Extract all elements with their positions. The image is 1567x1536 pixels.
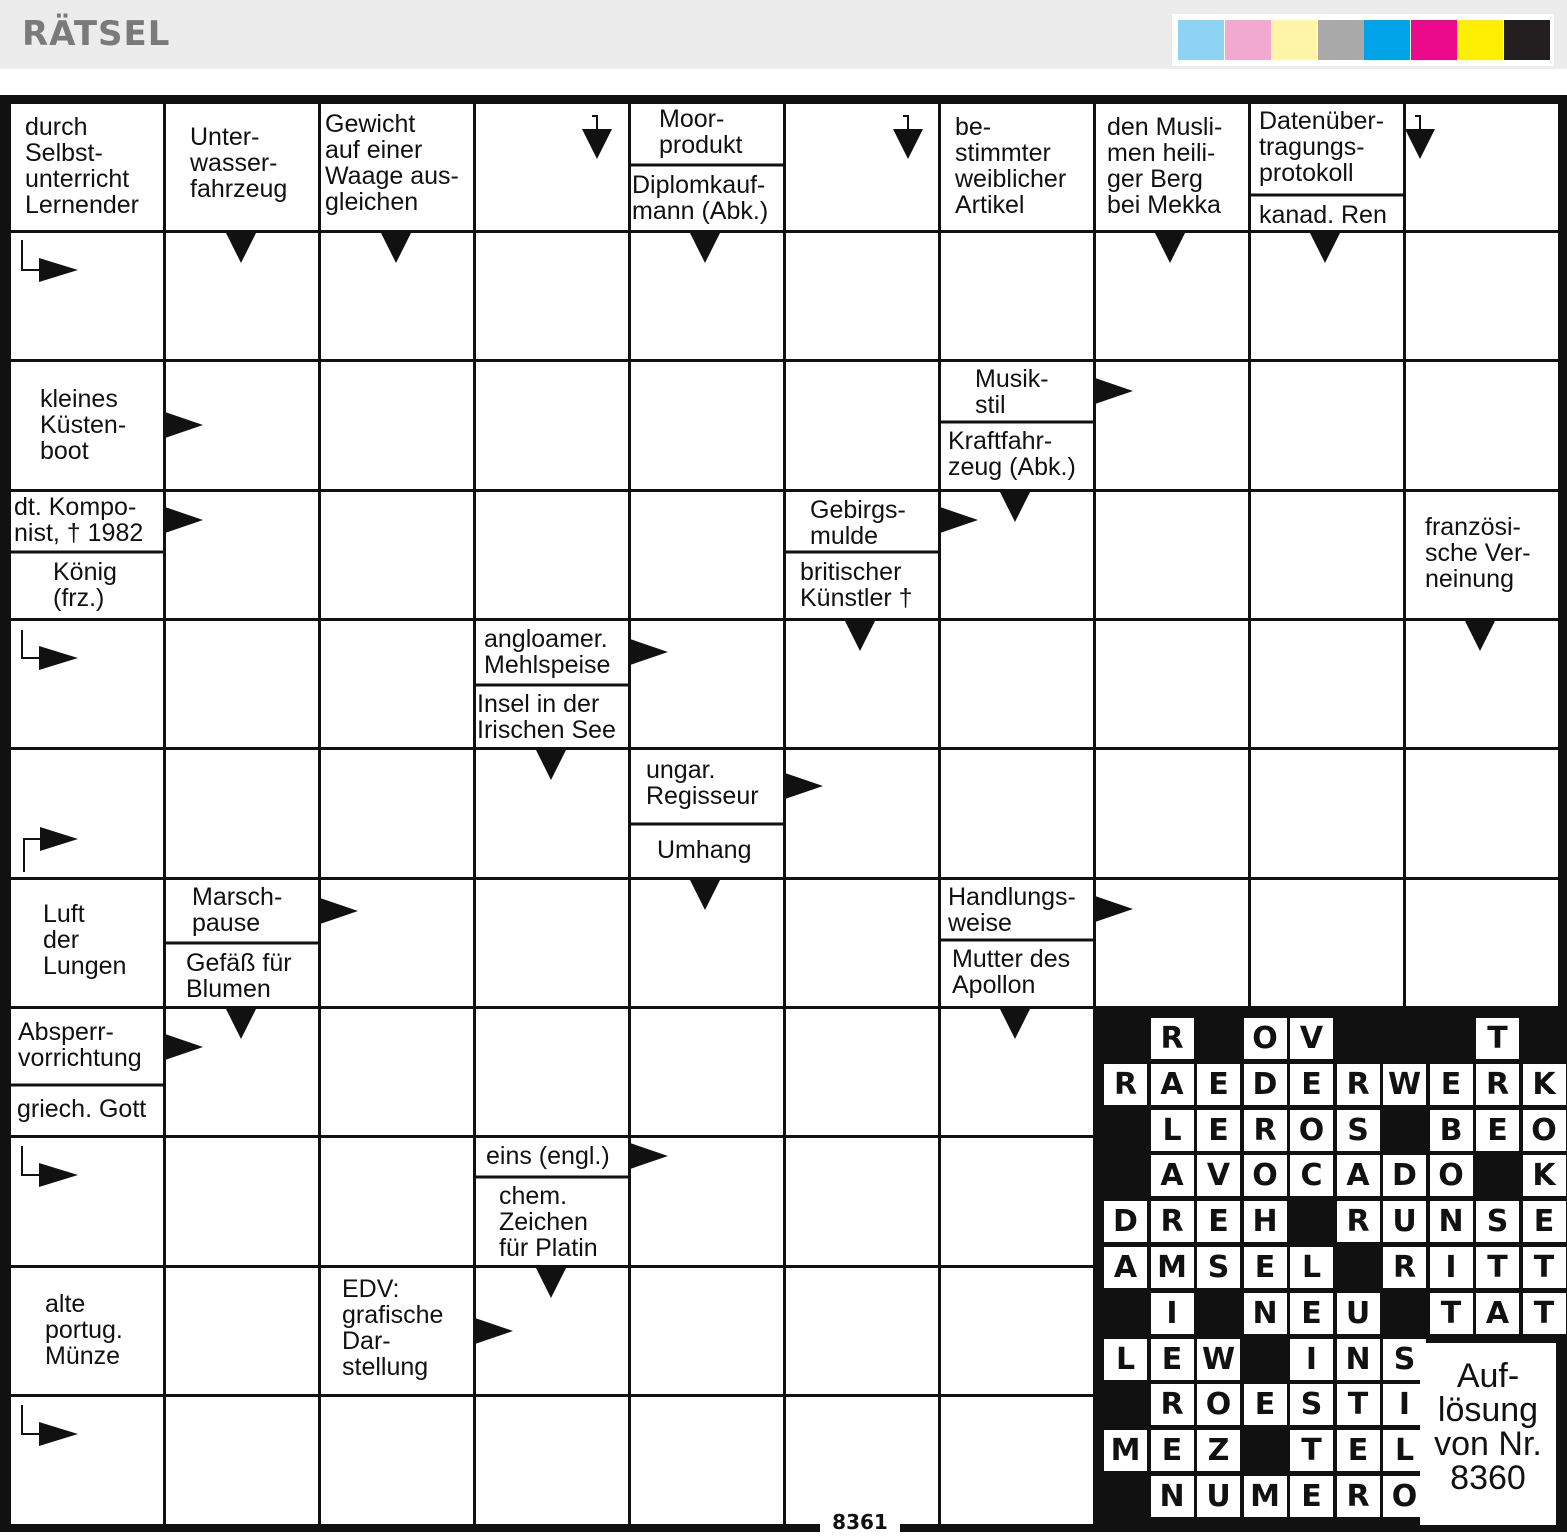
grid-cell[interactable]: [786, 621, 938, 747]
grid-cell[interactable]: [11, 1138, 163, 1265]
grid-cell[interactable]: [166, 1138, 318, 1265]
solution-letter: E: [1197, 1064, 1240, 1105]
clue-text: Datenüber- tragungs- protokoll: [1259, 107, 1385, 187]
grid-cell[interactable]: [476, 1009, 628, 1135]
grid-cell[interactable]: [321, 621, 473, 747]
solution-letter: R: [1151, 1201, 1194, 1242]
solution-letter: R: [1337, 1476, 1380, 1517]
grid-cell[interactable]: [321, 1009, 473, 1135]
grid-cell[interactable]: [11, 621, 163, 747]
page-title: RÄTSEL: [22, 14, 171, 54]
clue-text: chem. Zeichen für Platin: [499, 1182, 598, 1262]
clue-text: den Musli- men heili- ger Berg bei Mekka: [1107, 113, 1223, 219]
grid-cell[interactable]: [1406, 880, 1558, 1006]
solution-letter: E: [1244, 1247, 1287, 1288]
solution-letter: I: [1430, 1247, 1473, 1288]
color-swatch: [1271, 20, 1317, 60]
grid-cell[interactable]: [1096, 750, 1248, 877]
grid-cell[interactable]: [786, 1009, 938, 1135]
solution-letter: E: [1430, 1064, 1473, 1105]
clue-text: Gefäß für Blumen: [186, 949, 292, 1003]
grid-cell[interactable]: [11, 750, 163, 877]
clue-text: ungar. Regisseur: [646, 756, 759, 810]
solution-letter: R: [1476, 1064, 1519, 1105]
solution-letter: A: [1476, 1293, 1519, 1334]
clue-text: französi- sche Ver- neinung: [1425, 513, 1531, 593]
grid-cell[interactable]: [476, 104, 628, 230]
grid-cell[interactable]: [321, 750, 473, 877]
grid-cell[interactable]: [11, 1397, 163, 1524]
solution-letter: O: [1197, 1384, 1240, 1425]
grid-cell[interactable]: [1096, 880, 1248, 1006]
solution-letter: E: [1476, 1110, 1519, 1151]
grid-cell[interactable]: [166, 233, 318, 359]
grid-cell[interactable]: [631, 1009, 783, 1135]
clue-text: kanad. Ren: [1259, 201, 1387, 229]
solution-letter: E: [1244, 1384, 1287, 1425]
grid-cell[interactable]: [941, 1268, 1093, 1394]
solution-letter: N: [1151, 1476, 1194, 1517]
grid-cell[interactable]: [786, 750, 938, 877]
solution-letter: E: [1151, 1430, 1194, 1471]
grid-cell[interactable]: [631, 1268, 783, 1394]
clue-text: Unter- wasser- fahrzeug: [190, 123, 288, 203]
grid-cell[interactable]: [476, 1268, 628, 1394]
solution-letter: S: [1197, 1247, 1240, 1288]
solution-letter: U: [1197, 1476, 1240, 1517]
clue-text: Moor- produkt: [659, 105, 743, 159]
solution-letter: U: [1337, 1293, 1380, 1334]
solution-letter: R: [1104, 1064, 1147, 1105]
color-swatch: [1411, 20, 1457, 60]
solution-letter: I: [1290, 1339, 1333, 1380]
solution-letter: K: [1523, 1155, 1566, 1196]
solution-letter: E: [1523, 1201, 1566, 1242]
grid-cell[interactable]: [1406, 750, 1558, 877]
clue-text: Insel in der Irischen See: [477, 690, 616, 744]
clue-text: König (frz.): [53, 558, 117, 612]
solution-letter: H: [1244, 1201, 1287, 1242]
grid-cell[interactable]: [476, 1397, 628, 1524]
grid-cell[interactable]: [1251, 750, 1403, 877]
grid-cell[interactable]: [1096, 233, 1248, 359]
grid-cell[interactable]: [1096, 362, 1248, 489]
grid-cell[interactable]: [941, 1397, 1093, 1524]
solution-letter: K: [1523, 1064, 1566, 1105]
solution-letter: C: [1290, 1155, 1333, 1196]
solution-letter: A: [1104, 1247, 1147, 1288]
solution-letter: V: [1290, 1018, 1333, 1059]
clue-text: Mutter des Apollon: [952, 945, 1071, 999]
grid-cell[interactable]: [1096, 492, 1248, 618]
grid-cell[interactable]: [1406, 621, 1558, 747]
solution-letter: O: [1523, 1110, 1566, 1151]
solution-letter: E: [1290, 1064, 1333, 1105]
color-swatch: [1364, 20, 1410, 60]
solution-letter: S: [1476, 1201, 1519, 1242]
solution-letter: T: [1476, 1018, 1519, 1059]
grid-cell[interactable]: [476, 492, 628, 618]
solution-letter: W: [1197, 1339, 1240, 1380]
clue-text: kleines Küsten- boot: [40, 385, 127, 465]
clue-text: durch Selbst- unterricht Lernender: [25, 113, 139, 219]
solution-letter: N: [1430, 1201, 1473, 1242]
solution-letter: A: [1337, 1155, 1380, 1196]
grid-cell[interactable]: [1096, 621, 1248, 747]
grid-cell[interactable]: [631, 621, 783, 747]
grid-cell[interactable]: [786, 1268, 938, 1394]
grid-cell[interactable]: [166, 362, 318, 489]
clue-text: be- stimmter weiblicher Artikel: [955, 113, 1067, 219]
solution-letter: V: [1197, 1155, 1240, 1196]
grid-cell[interactable]: [476, 880, 628, 1006]
grid-cell[interactable]: [166, 750, 318, 877]
clue-text: Handlungs- weise: [948, 883, 1076, 937]
clue-text: Marsch- pause: [192, 883, 283, 937]
grid-cell[interactable]: [631, 233, 783, 359]
grid-cell[interactable]: [476, 233, 628, 359]
clue-text: Musik- stil: [975, 365, 1049, 419]
grid-cell[interactable]: [631, 492, 783, 618]
grid-cell[interactable]: [786, 1397, 938, 1524]
clue-text: Luft der Lungen: [43, 900, 127, 980]
solution-letter: E: [1290, 1293, 1333, 1334]
grid-cell[interactable]: [1251, 621, 1403, 747]
grid-cell[interactable]: [941, 1009, 1093, 1135]
solution-letter: M: [1104, 1430, 1147, 1471]
solution-letter: E: [1151, 1339, 1194, 1380]
solution-letter: A: [1151, 1064, 1194, 1105]
solution-letter: T: [1523, 1247, 1566, 1288]
solution-letter: L: [1151, 1110, 1194, 1151]
solution-letter: I: [1151, 1293, 1194, 1334]
solution-letter: S: [1290, 1384, 1333, 1425]
solution-letter: T: [1337, 1384, 1380, 1425]
grid-cell[interactable]: [1251, 880, 1403, 1006]
print-color-bar: [1172, 14, 1554, 66]
grid-cell[interactable]: [941, 1138, 1093, 1265]
grid-cell[interactable]: [786, 1138, 938, 1265]
solution-letter: O: [1430, 1155, 1473, 1196]
solution-letter: S: [1337, 1110, 1380, 1151]
grid-cell[interactable]: [321, 492, 473, 618]
color-swatch: [1178, 20, 1224, 60]
grid-cell[interactable]: [631, 880, 783, 1006]
color-swatch: [1318, 20, 1364, 60]
grid-cell[interactable]: [631, 362, 783, 489]
grid-cell[interactable]: [941, 233, 1093, 359]
solution-letter: R: [1244, 1110, 1287, 1151]
solution-letter: Z: [1197, 1430, 1240, 1471]
clue-text: angloamer. Mehlspeise: [484, 625, 611, 679]
solution-letter: U: [1383, 1201, 1426, 1242]
grid-cell[interactable]: [321, 362, 473, 489]
solution-letter: L: [1383, 1430, 1426, 1471]
clue-text: Absperr- vorrichtung: [18, 1018, 142, 1072]
grid-cell[interactable]: [1406, 233, 1558, 359]
solution-letter: T: [1430, 1293, 1473, 1334]
clue-text: dt. Kompo- nist, † 1982: [14, 493, 144, 547]
solution-letter: T: [1290, 1430, 1333, 1471]
grid-cell[interactable]: [166, 1268, 318, 1394]
grid-cell[interactable]: [166, 1009, 318, 1135]
solution-letter: R: [1151, 1384, 1194, 1425]
grid-cell[interactable]: [786, 233, 938, 359]
solution-letter: E: [1197, 1110, 1240, 1151]
solution-letter: M: [1244, 1476, 1287, 1517]
grid-cell[interactable]: [11, 233, 163, 359]
grid-cell[interactable]: [1406, 104, 1558, 230]
grid-cell[interactable]: [786, 880, 938, 1006]
grid-cell[interactable]: [476, 362, 628, 489]
solution-letter: T: [1476, 1247, 1519, 1288]
grid-cell[interactable]: [321, 1397, 473, 1524]
puzzle-number: 8361: [820, 1508, 900, 1532]
clue-text: EDV: grafische Dar- stellung: [342, 1275, 444, 1381]
grid-cell[interactable]: [1406, 362, 1558, 489]
color-swatch: [1457, 20, 1503, 60]
solution-letter: T: [1523, 1293, 1566, 1334]
grid-cell[interactable]: [1251, 362, 1403, 489]
clue-text: Gewicht auf einer Waage aus- gleichen: [325, 110, 459, 216]
solution-letter: E: [1337, 1430, 1380, 1471]
solution-letter: N: [1337, 1339, 1380, 1380]
solution-letter: O: [1244, 1155, 1287, 1196]
clue-text: alte portug. Münze: [45, 1290, 123, 1370]
solution-letter: R: [1151, 1018, 1194, 1059]
grid-cell[interactable]: [941, 492, 1093, 618]
color-swatch: [1504, 20, 1550, 60]
grid-cell[interactable]: [1251, 492, 1403, 618]
grid-cell[interactable]: [166, 621, 318, 747]
grid-cell[interactable]: [786, 362, 938, 489]
grid-cell[interactable]: [941, 621, 1093, 747]
grid-cell[interactable]: [786, 104, 938, 230]
solution-letter: N: [1244, 1293, 1287, 1334]
solution-letter: R: [1337, 1201, 1380, 1242]
color-swatch: [1225, 20, 1271, 60]
grid-cell[interactable]: [941, 750, 1093, 877]
page-header: [0, 0, 1567, 69]
clue-text: Umhang: [657, 836, 752, 864]
solution-letter: I: [1383, 1384, 1426, 1425]
grid-cell[interactable]: [631, 1397, 783, 1524]
solution-letter: M: [1151, 1247, 1194, 1288]
grid-cell[interactable]: [321, 233, 473, 359]
solution-letter: O: [1244, 1018, 1287, 1059]
grid-cell[interactable]: [321, 1138, 473, 1265]
solution-letter: L: [1104, 1339, 1147, 1380]
solution-letter: E: [1290, 1476, 1333, 1517]
solution-letter: D: [1104, 1201, 1147, 1242]
clue-text: eins (engl.): [486, 1142, 610, 1170]
solution-letter: R: [1383, 1247, 1426, 1288]
clue-text: britischer Künstler †: [800, 558, 913, 612]
grid-cell[interactable]: [631, 1138, 783, 1265]
solution-letter: O: [1290, 1110, 1333, 1151]
grid-cell[interactable]: [166, 1397, 318, 1524]
solution-letter: L: [1290, 1247, 1333, 1288]
clue-text: griech. Gott: [17, 1095, 147, 1123]
solution-letter: E: [1197, 1201, 1240, 1242]
solution-note: Auf- lösung von Nr. 8360: [1420, 1343, 1556, 1525]
clue-text: Kraftfahr- zeug (Abk.): [948, 427, 1076, 481]
solution-letter: W: [1383, 1064, 1426, 1105]
solution-letter: O: [1383, 1476, 1426, 1517]
solution-letter: S: [1383, 1339, 1426, 1380]
solution-letter: R: [1337, 1064, 1380, 1105]
solution-letter: B: [1430, 1110, 1473, 1151]
grid-cell[interactable]: [321, 880, 473, 1006]
solution-letter: A: [1151, 1155, 1194, 1196]
solution-letter: D: [1244, 1064, 1287, 1105]
grid-cell[interactable]: [1251, 233, 1403, 359]
clue-text: Diplomkauf- mann (Abk.): [632, 171, 769, 225]
grid-cell[interactable]: [476, 750, 628, 877]
solution-letter: D: [1383, 1155, 1426, 1196]
clue-text: Gebirgs- mulde: [810, 496, 906, 550]
grid-cell[interactable]: [166, 492, 318, 618]
